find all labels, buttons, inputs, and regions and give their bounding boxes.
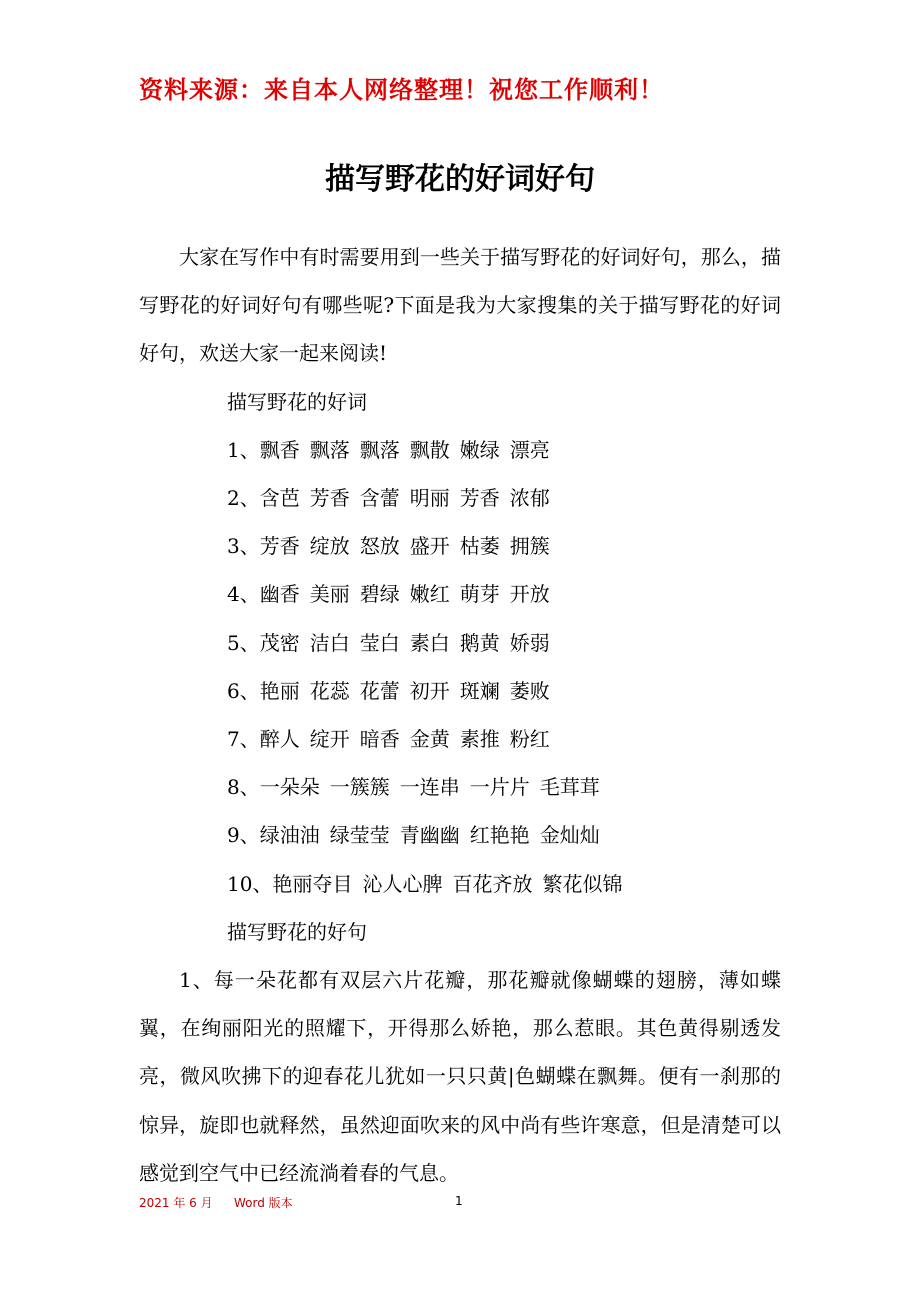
word-item: 绽放 bbox=[309, 534, 350, 559]
word-row-number: 7、 bbox=[227, 727, 260, 752]
word-item: 斑斓 bbox=[459, 678, 500, 703]
word-item: 浓郁 bbox=[509, 486, 550, 511]
word-item: 一连串 bbox=[399, 775, 460, 800]
word-item: 枯萎 bbox=[459, 534, 500, 559]
word-item: 幽香 bbox=[259, 582, 300, 607]
word-item: 素推 bbox=[459, 727, 500, 752]
words-heading: 描写野花的好词 bbox=[227, 389, 367, 414]
word-row-number: 4、 bbox=[227, 582, 260, 607]
word-row-number: 5、 bbox=[227, 630, 260, 655]
word-item: 金黄 bbox=[409, 727, 450, 752]
word-item: 盛开 bbox=[409, 534, 450, 559]
document-title: 描写野花的好词好句 bbox=[325, 162, 595, 197]
page-number: 1 bbox=[455, 1194, 463, 1208]
word-item: 沁人心脾 bbox=[362, 871, 443, 896]
word-list bbox=[139, 426, 781, 908]
word-row bbox=[139, 811, 781, 859]
word-item: 开放 bbox=[509, 582, 550, 607]
word-row-number: 8、 bbox=[227, 775, 260, 800]
word-item: 萌芽 bbox=[459, 582, 500, 607]
word-item: 萎败 bbox=[509, 678, 550, 703]
word-item: 明丽 bbox=[409, 486, 450, 511]
word-item: 拥簇 bbox=[509, 534, 550, 559]
word-item: 一朵朵 bbox=[259, 775, 320, 800]
word-item: 飘落 bbox=[359, 437, 400, 462]
word-item: 素白 bbox=[409, 630, 450, 655]
word-item: 鹅黄 bbox=[459, 630, 500, 655]
word-item: 嫩红 bbox=[409, 582, 450, 607]
word-item: 嫩绿 bbox=[459, 437, 500, 462]
word-item: 芳香 bbox=[309, 486, 350, 511]
word-item: 红艳艳 bbox=[469, 823, 530, 848]
word-row bbox=[139, 619, 781, 667]
word-item: 芳香 bbox=[259, 534, 300, 559]
word-item: 花蕊 bbox=[309, 678, 350, 703]
word-item: 飘落 bbox=[309, 437, 350, 462]
word-item: 含蕾 bbox=[359, 486, 400, 511]
word-row bbox=[139, 860, 781, 908]
word-item: 怒放 bbox=[359, 534, 400, 559]
word-item: 绿油油 bbox=[259, 823, 320, 848]
word-item: 金灿灿 bbox=[539, 823, 600, 848]
footer-date: 2021 年 6 月 bbox=[139, 1196, 213, 1210]
word-item: 艳丽夺目 bbox=[272, 871, 353, 896]
word-item: 芳香 bbox=[459, 486, 500, 511]
word-row bbox=[139, 426, 781, 474]
word-item: 毛茸茸 bbox=[539, 775, 600, 800]
source-banner: 资料来源：来自本人网络整理！祝您工作顺利！ bbox=[139, 76, 664, 104]
word-item: 洁白 bbox=[309, 630, 350, 655]
word-item: 绽开 bbox=[309, 727, 350, 752]
word-item: 一片片 bbox=[469, 775, 530, 800]
word-row bbox=[139, 667, 781, 715]
sentences-heading: 描写野花的好句 bbox=[227, 919, 367, 944]
word-item: 繁花似锦 bbox=[542, 871, 623, 896]
word-item: 茂密 bbox=[259, 630, 300, 655]
word-item: 初开 bbox=[409, 678, 450, 703]
word-row bbox=[139, 474, 781, 522]
word-row-number: 3、 bbox=[227, 534, 260, 559]
word-row bbox=[139, 715, 781, 763]
word-item: 美丽 bbox=[309, 582, 350, 607]
footer-version: Word 版本 bbox=[234, 1196, 293, 1210]
intro-paragraph: 大家在写作中有时需要用到一些关于描写野花的好词好句，那么，描写野花的好词好句有哪些呢?下面是我为大家搜集的关于描写野花的好词好句，欢送大家一起来阅读! bbox=[139, 245, 781, 366]
word-row-number: 6、 bbox=[227, 678, 260, 703]
word-item: 碧绿 bbox=[359, 582, 400, 607]
document-body bbox=[139, 233, 781, 1197]
word-item: 醉人 bbox=[259, 727, 300, 752]
word-item: 青幽幽 bbox=[399, 823, 460, 848]
word-item: 粉红 bbox=[509, 727, 550, 752]
word-item: 花蕾 bbox=[359, 678, 400, 703]
word-item: 绿莹莹 bbox=[329, 823, 390, 848]
word-row bbox=[139, 522, 781, 570]
sentence-paragraph: 1、每一朵花都有双层六片花瓣，那花瓣就像蝴蝶的翅膀，薄如蝶翼，在绚丽阳光的照耀下，开得那么娇艳，那么惹眼。其色黄得剔透发亮，微风吹拂下的迎春花儿犹如一只只黄|色蝴蝶在飘舞。便有一刹那的惊异，旋即也就释然，虽然迎面吹来的风中尚有些许寒意，但是清楚可以感觉到空气中已经流淌着春的气息。 bbox=[139, 968, 781, 1185]
word-row bbox=[139, 570, 781, 618]
word-row bbox=[139, 763, 781, 811]
word-row-number: 10、 bbox=[227, 871, 273, 896]
word-item: 漂亮 bbox=[509, 437, 550, 462]
word-item: 莹白 bbox=[359, 630, 400, 655]
word-item: 百花齐放 bbox=[452, 871, 533, 896]
word-item: 飘香 bbox=[259, 437, 300, 462]
word-item: 飘散 bbox=[409, 437, 450, 462]
word-item: 暗香 bbox=[359, 727, 400, 752]
word-item: 娇弱 bbox=[509, 630, 550, 655]
word-item: 艳丽 bbox=[259, 678, 300, 703]
word-item: 一簇簇 bbox=[329, 775, 390, 800]
word-row-number: 1、 bbox=[227, 437, 260, 462]
word-item: 含芭 bbox=[259, 486, 300, 511]
word-row-number: 9、 bbox=[227, 823, 260, 848]
word-row-number: 2、 bbox=[227, 486, 260, 511]
